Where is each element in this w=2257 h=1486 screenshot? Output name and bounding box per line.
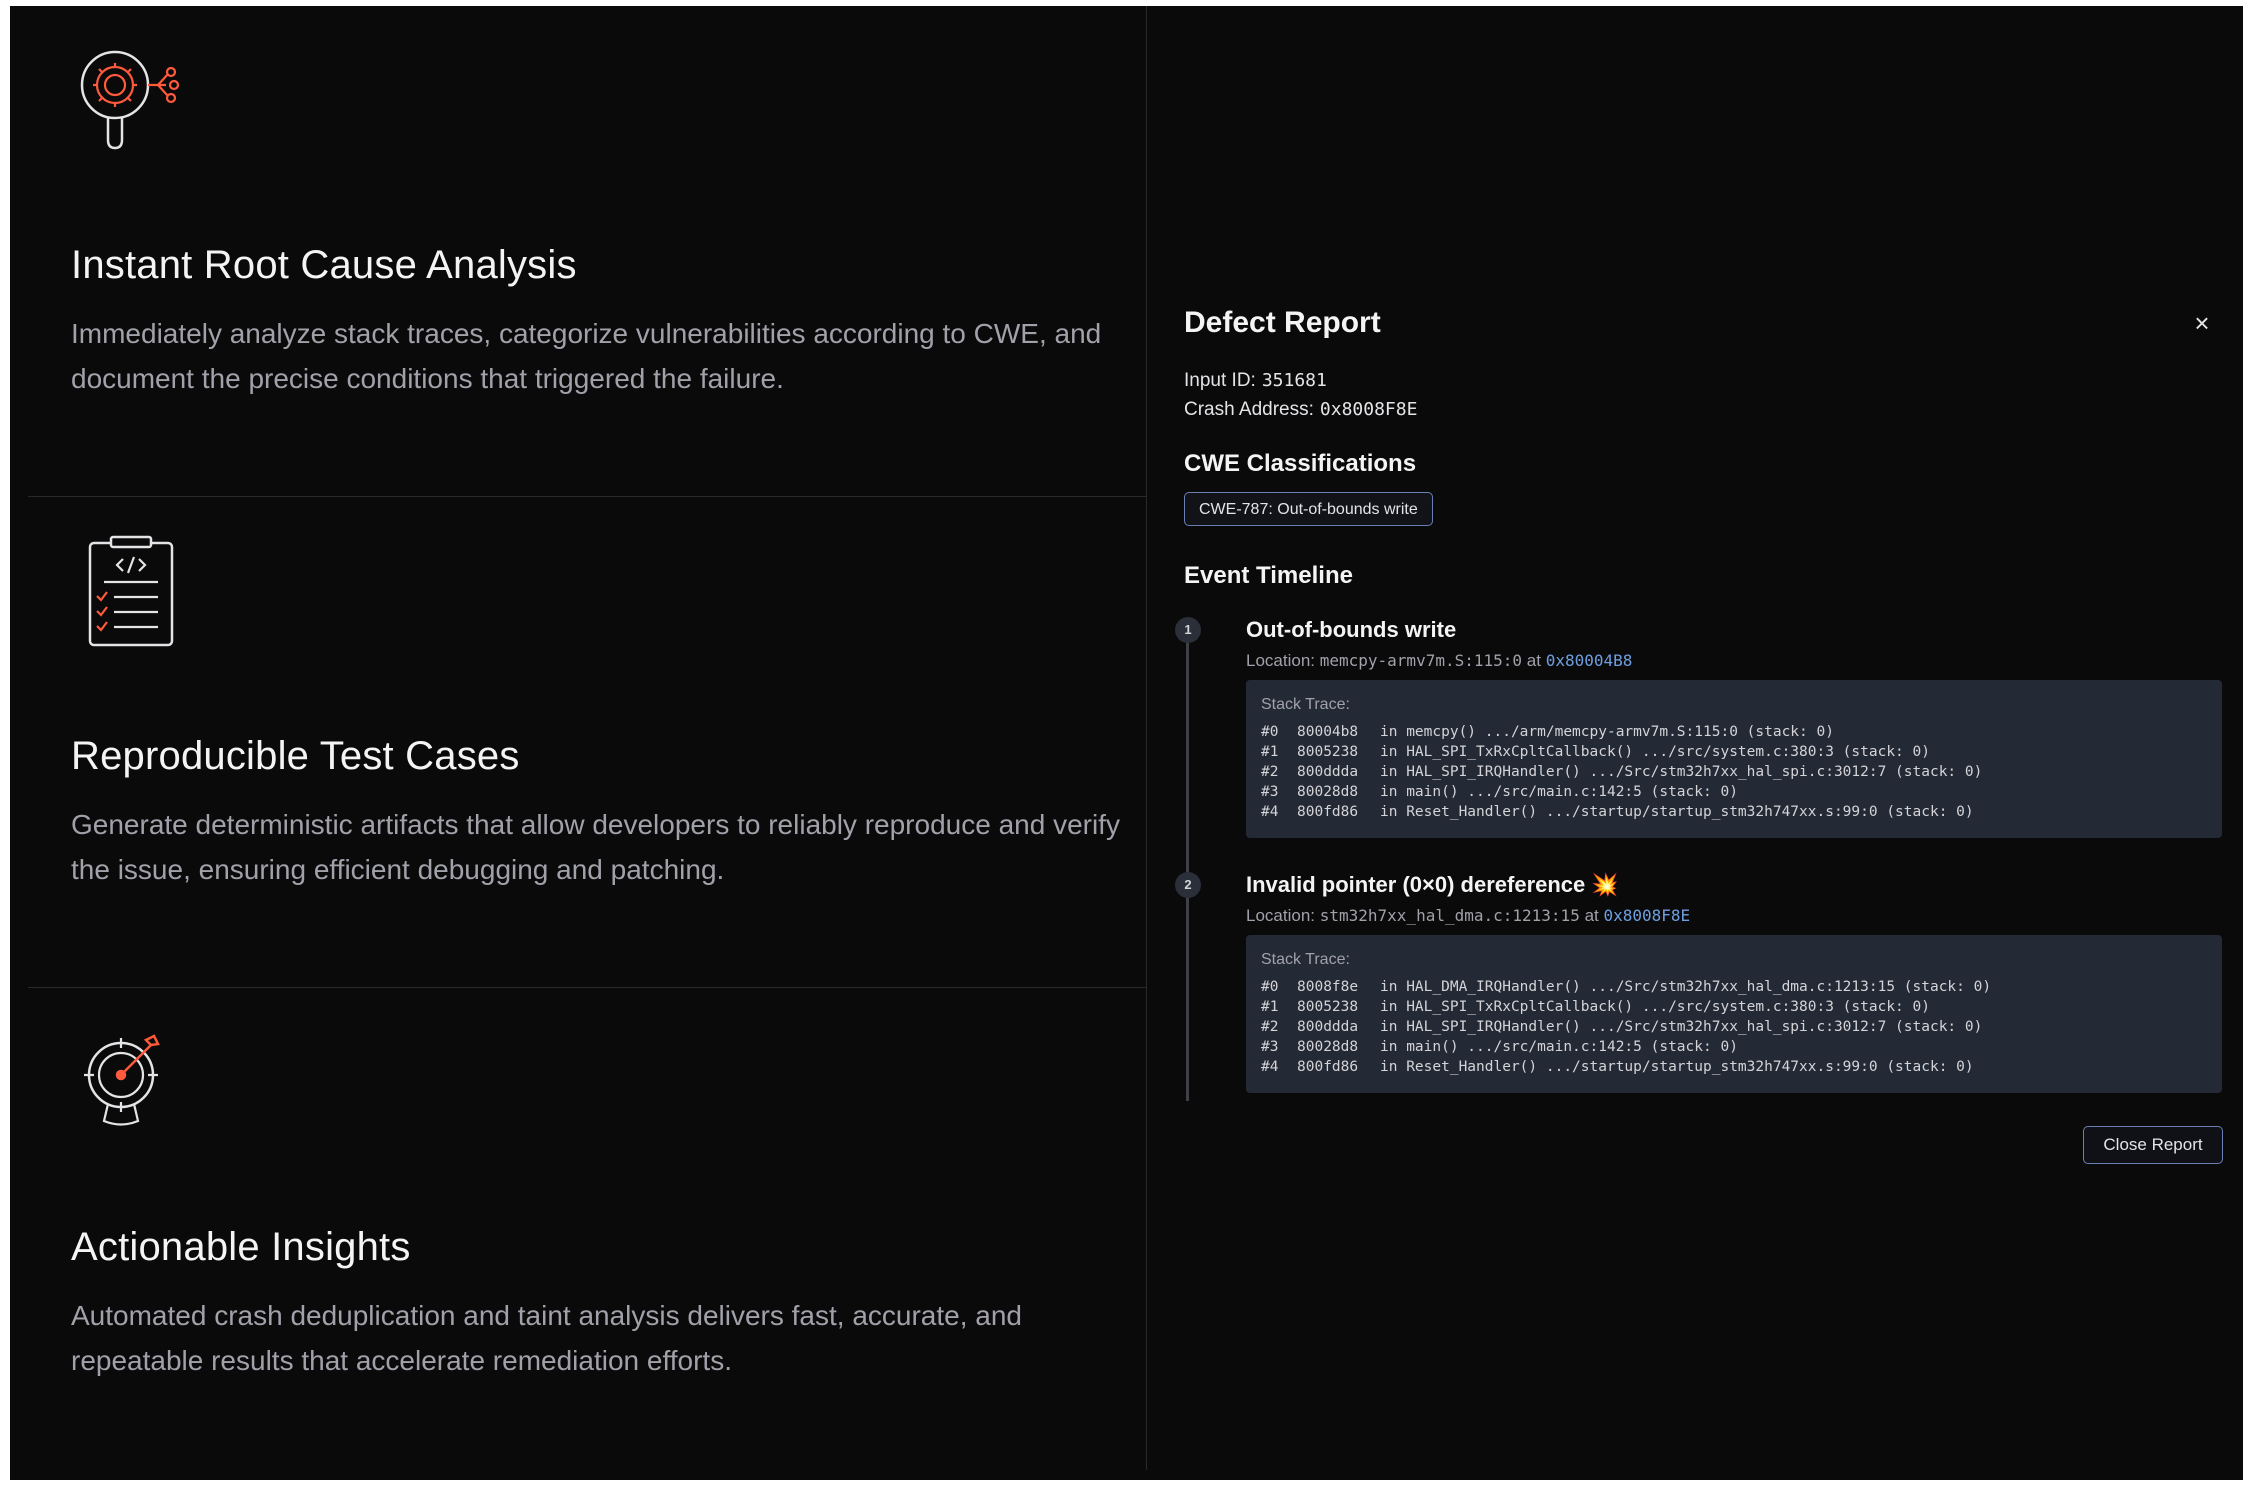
page-frame [10, 6, 2243, 1480]
frame-text: in main() .../src/main.c:142:5 (stack: 0) [1380, 784, 1738, 800]
crash-address-label: Crash Address: [1184, 399, 1314, 420]
close-report-button[interactable]: Close Report [2083, 1126, 2223, 1164]
frame-text: in main() .../src/main.c:142:5 (stack: 0) [1380, 1039, 1738, 1055]
stack-frame [1261, 997, 2207, 1017]
stack-frame [1261, 1037, 2207, 1057]
location-address: 0x80004B8 [1545, 651, 1633, 670]
feature-description: Automated crash deduplication and taint analysis delivers fast, accurate, and repeatable results that accelerate remediation efforts. [71, 1300, 1023, 1376]
stack-frame [1261, 742, 2207, 762]
frame-address: 8005238 [1297, 999, 1359, 1015]
stack-trace [1246, 680, 2222, 838]
frame-address: 800fd86 [1297, 1059, 1359, 1075]
frame-text: in memcpy() .../arm/memcpy-armv7m.S:115:0 (stack: 0) [1380, 724, 1834, 740]
frame-index: #3 [1261, 1039, 1279, 1055]
feature-title: Actionable Insights [71, 1225, 411, 1269]
stack-frame [1261, 1057, 2207, 1077]
feature-title: Instant Root Cause Analysis [71, 243, 577, 287]
frame-address: 800ddda [1297, 764, 1359, 780]
event-step-number: 2 [1175, 872, 1201, 898]
defect-report-dialog [1147, 6, 2243, 1470]
event-title [1246, 872, 1619, 898]
crash-address-value: 0x8008F8E [1319, 399, 1418, 420]
explosion-icon: 💥 [1591, 872, 1619, 897]
input-id-row [1184, 370, 1327, 392]
frame-address: 800ddda [1297, 1019, 1359, 1035]
crash-address-row [1184, 399, 1417, 421]
location-value: stm32h7xx_hal_dma.c:1213:15 [1319, 906, 1580, 925]
cwe-badge: CWE-787: Out-of-bounds write [1184, 492, 1433, 526]
frame-index: #2 [1261, 1019, 1279, 1035]
event-title: Out-of-bounds write [1246, 617, 1457, 642]
dialog-title: Defect Report [1184, 306, 1381, 339]
frame-text: in Reset_Handler() .../startup/startup_stm32h747xx.s:99:0 (stack: 0) [1380, 1059, 1974, 1075]
frame-index: #2 [1261, 764, 1279, 780]
features-panel [28, 6, 1147, 1470]
stack-frame [1261, 802, 2207, 822]
stack-trace-label: Stack Trace: [1261, 951, 1350, 968]
frame-index: #0 [1261, 724, 1279, 740]
frame-text: in HAL_SPI_IRQHandler() .../Src/stm32h7xx_hal_spi.c:3012:7 (stack: 0) [1380, 1019, 1983, 1035]
frame-address: 800fd86 [1297, 804, 1359, 820]
stack-frame [1261, 762, 2207, 782]
stack-frame [1261, 1017, 2207, 1037]
frame-text: in HAL_SPI_IRQHandler() .../Src/stm32h7xx_hal_spi.c:3012:7 (stack: 0) [1380, 764, 1983, 780]
location-label: Location: [1246, 651, 1315, 670]
location-address: 0x8008F8E [1603, 906, 1691, 925]
clipboard-code-icon [68, 527, 208, 667]
event-location [1246, 651, 1632, 671]
frame-address: 8008f8e [1297, 979, 1359, 995]
location-at: at [1526, 651, 1541, 670]
frame-address: 80004b8 [1297, 724, 1359, 740]
frame-text: in Reset_Handler() .../startup/startup_stm32h747xx.s:99:0 (stack: 0) [1380, 804, 1974, 820]
feature-root-cause [28, 6, 1146, 497]
location-label: Location: [1246, 906, 1315, 925]
event-location [1246, 906, 1690, 926]
stack-trace [1246, 935, 2222, 1093]
frame-index: #4 [1261, 1059, 1279, 1075]
stack-frame [1261, 977, 2207, 997]
feature-test-cases [28, 497, 1146, 988]
frame-index: #1 [1261, 744, 1279, 760]
feature-description: Immediately analyze stack traces, categorize vulnerabilities according to CWE, and document the precise conditions that triggered the failure. [71, 318, 1102, 394]
frame-text: in HAL_SPI_TxRxCpltCallback() .../src/system.c:380:3 (stack: 0) [1380, 744, 1930, 760]
frame-index: #3 [1261, 784, 1279, 800]
frame-address: 80028d8 [1297, 784, 1359, 800]
frame-index: #4 [1261, 804, 1279, 820]
frame-address: 8005238 [1297, 744, 1359, 760]
location-value: memcpy-armv7m.S:115:0 [1319, 651, 1523, 670]
frame-text: in HAL_SPI_TxRxCpltCallback() .../src/system.c:380:3 (stack: 0) [1380, 999, 1930, 1015]
magnifier-gear-icon [68, 36, 208, 176]
feature-title: Reproducible Test Cases [71, 734, 520, 778]
stack-trace-label: Stack Trace: [1261, 696, 1350, 713]
event-title-text: Invalid pointer (0×0) dereference [1246, 872, 1586, 897]
location-at: at [1584, 906, 1599, 925]
close-icon[interactable]: × [2194, 308, 2210, 338]
frame-index: #1 [1261, 999, 1279, 1015]
feature-insights [28, 988, 1146, 1470]
frame-index: #0 [1261, 979, 1279, 995]
frame-address: 80028d8 [1297, 1039, 1359, 1055]
stack-frame [1261, 782, 2207, 802]
timeline-heading: Event Timeline [1184, 562, 1353, 589]
stack-frame [1261, 722, 2207, 742]
target-arrow-icon [68, 1018, 208, 1158]
input-id-value: 351681 [1261, 370, 1327, 391]
feature-description: Generate deterministic artifacts that allow developers to reliably reproduce and verify the issue, ensuring efficient debugging and patching. [71, 809, 1120, 885]
frame-text: in HAL_DMA_IRQHandler() .../Src/stm32h7xx_hal_dma.c:1213:15 (stack: 0) [1380, 979, 1992, 995]
cwe-heading: CWE Classifications [1184, 450, 1417, 477]
input-id-label: Input ID: [1184, 370, 1256, 391]
timeline-line [1186, 636, 1189, 1101]
event-step-number: 1 [1175, 617, 1201, 643]
